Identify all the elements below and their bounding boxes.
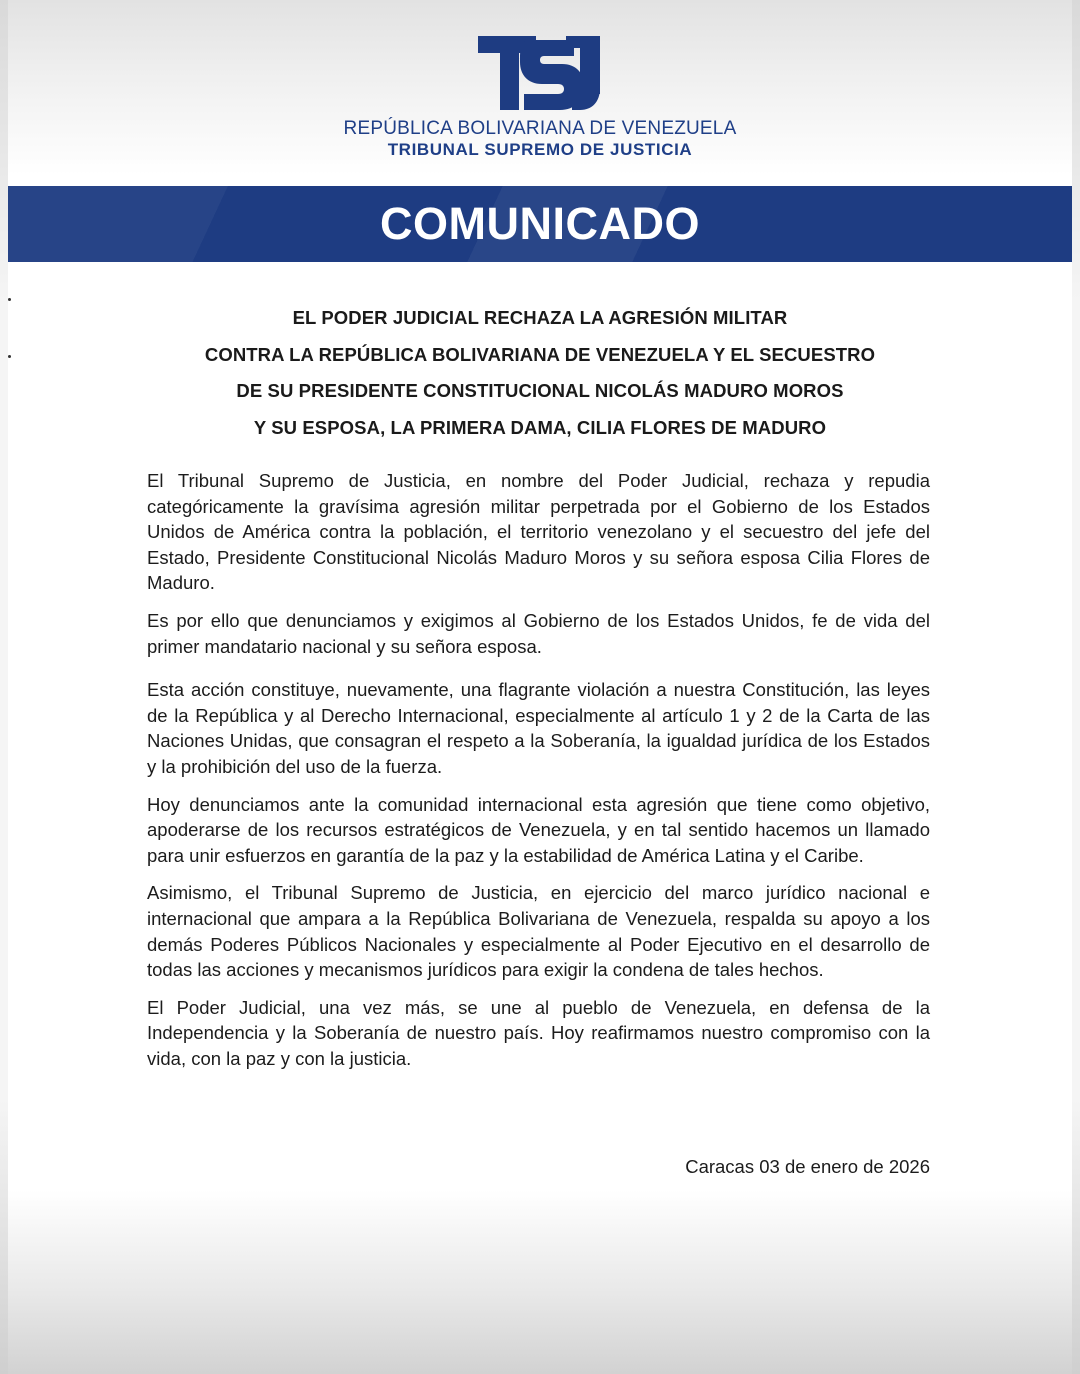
- headline-line: CONTRA LA REPÚBLICA BOLIVARIANA DE VENEZUELA Y EL SECUESTRO: [204, 343, 876, 365]
- body-paragraph: El Poder Judicial, una vez más, se une al pueblo de Venezuela, en defensa de la Independencia y la Soberanía de nuestro país. Hoy reafirmamos nuestro compromiso con la vida, con la paz y con la justicia.: [147, 996, 930, 1069]
- communique-banner: [8, 186, 1072, 262]
- place-and-date: Caracas 03 de enero de 2026: [685, 1156, 930, 1177]
- body-paragraph: Asimismo, el Tribunal Supremo de Justicia, en ejercicio del marco jurídico nacional e internacional que ampara a la República Bolivariana de Venezuela, respalda su apoyo a los demás Poderes Públicos Nacionales y especialmente al Poder Ejecutivo en el desarrollo de todas las acciones y mecanismos jurídicos para exigir la condena de tales hechos.: [147, 882, 930, 981]
- institution-logo: [0, 36, 1080, 160]
- org-name-line1: REPÚBLICA BOLIVARIANA DE VENEZUELA: [343, 118, 737, 139]
- body-paragraph: Hoy denunciamos ante la comunidad internacional esta agresión que tiene como objetivo, apoderarse de los recursos estratégicos de Venezuela, y en tal sentido hacemos un llamado para unir esfuerzos en garantía de la paz y la estabilidad de América Latina y el Caribe.: [147, 793, 930, 866]
- headline-line: EL PODER JUDICIAL RECHAZA LA AGRESIÓN MILITAR: [292, 307, 788, 328]
- org-name-line2: TRIBUNAL SUPREMO DE JUSTICIA: [387, 140, 693, 159]
- body-paragraph: Esta acción constituye, nuevamente, una flagrante violación a nuestra Constitución, las leyes de la República y al Derecho Internacional, especialmente al artículo 1 y 2 de la Carta de las Naciones Unidas, que consagran el respeto a la Soberanía, la igualdad jurídica de los Estados y la prohibición del uso de la fuerza.: [147, 679, 930, 777]
- right-frame-edge: [1072, 0, 1080, 1374]
- body-paragraph: Es por ello que denunciamos y exigimos al Gobierno de los Estados Unidos, fe de vida del primer mandatario nacional y su señora esposa.: [147, 609, 930, 657]
- headline-line: Y SU ESPOSA, LA PRIMERA DAMA, CILIA FLORES DE MADURO: [253, 416, 827, 438]
- body-paragraph: El Tribunal Supremo de Justicia, en nombre del Poder Judicial, rechaza y repudia categóricamente la gravísima agresión militar perpetrada por el Gobierno de los Estados Unidos de América contra la población, el territorio venezolano y el secuestro del jefe del Estado, Presidente Constitucional Nicolás Maduro Moros y su señora esposa Cilia Flores de Maduro.: [147, 470, 930, 594]
- banner-title: COMUNICADO: [380, 198, 700, 249]
- communique-body: [147, 468, 930, 1071]
- tsj-logo-icon: [478, 36, 602, 112]
- left-frame-edge: [0, 0, 8, 1374]
- headline-line: DE SU PRESIDENTE CONSTITUCIONAL NICOLÁS MADURO MOROS: [236, 380, 844, 401]
- headline: [0, 300, 1080, 446]
